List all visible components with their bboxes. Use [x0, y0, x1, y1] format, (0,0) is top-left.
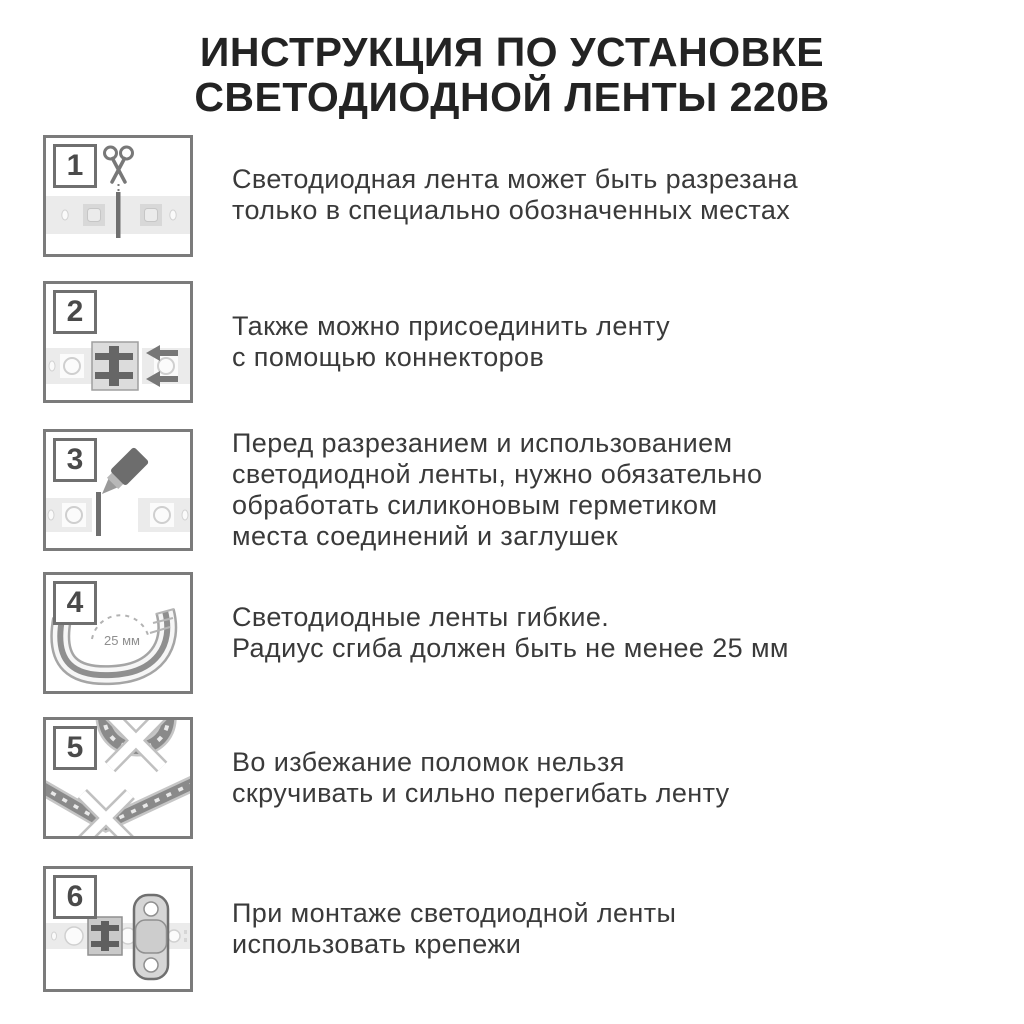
step-1-line: Светодиодная лента может быть разрезана — [232, 164, 799, 194]
step-1-text — [232, 164, 1012, 226]
step-number-badge — [53, 581, 97, 625]
led-strip — [46, 492, 190, 536]
scissors-icon — [105, 147, 133, 193]
step-1-figure — [43, 135, 193, 257]
connector-block — [88, 917, 122, 955]
step-3-line: обработать силиконовым герметиком — [232, 490, 718, 520]
step-4-line: Радиус сгиба должен быть не менее 25 мм — [232, 633, 789, 663]
step-3-line: Перед разрезанием и использованием — [232, 428, 733, 458]
step-4-line: Светодиодные ленты гибкие. — [232, 602, 610, 632]
step-number: 2 — [66, 295, 84, 328]
step-6-text — [232, 898, 1012, 960]
step-number: 6 — [66, 880, 84, 913]
step-number-badge — [53, 726, 97, 770]
led-strip — [46, 192, 190, 238]
step-5-line: Во избежание поломок нельзя — [232, 747, 625, 777]
step-4-text — [232, 602, 1012, 664]
fastener-clip — [134, 895, 168, 979]
page-title-line1: ИНСТРУКЦИЯ ПО УСТАНОВКЕ — [199, 29, 825, 75]
step-6-line: При монтаже светодиодной ленты — [232, 898, 677, 928]
strip-end-cap — [96, 492, 101, 536]
step-1-line: только в специально обозначенных местах — [232, 195, 791, 225]
step-number: 1 — [66, 149, 84, 182]
step-2-line: Также можно присоединить ленту — [232, 311, 671, 341]
step-number: 3 — [66, 443, 84, 476]
step-number-badge — [53, 875, 97, 919]
step-4-figure — [43, 572, 193, 694]
step-5-text — [232, 747, 1012, 809]
page-title-line2: СВЕТОДИОДНОЙ ЛЕНТЫ 220В — [194, 74, 830, 120]
step-2-figure — [43, 281, 193, 403]
cut-mark — [116, 192, 121, 238]
page-title — [0, 30, 1024, 120]
step-3-line: места соединений и заглушек — [232, 521, 619, 551]
step-number-badge — [53, 438, 97, 482]
connector-block — [92, 342, 138, 390]
step-5-line: скручивать и сильно перегибать ленту — [232, 778, 730, 808]
step-5-figure — [43, 717, 193, 839]
bend-radius-label: 25 мм — [104, 633, 140, 648]
step-3-line: светодиодной ленты, нужно обязательно — [232, 459, 763, 489]
step-number-badge — [53, 290, 97, 334]
step-number: 4 — [66, 586, 84, 619]
sealant-tube-icon — [94, 447, 149, 502]
step-number-badge — [53, 144, 97, 188]
step-6-line: использовать крепежи — [232, 929, 522, 959]
step-3-figure — [43, 429, 193, 551]
step-6-figure — [43, 866, 193, 992]
step-number: 5 — [66, 731, 84, 764]
step-2-text — [232, 311, 1012, 373]
step-2-line: с помощью коннекторов — [232, 342, 545, 372]
step-3-text — [232, 428, 1012, 552]
